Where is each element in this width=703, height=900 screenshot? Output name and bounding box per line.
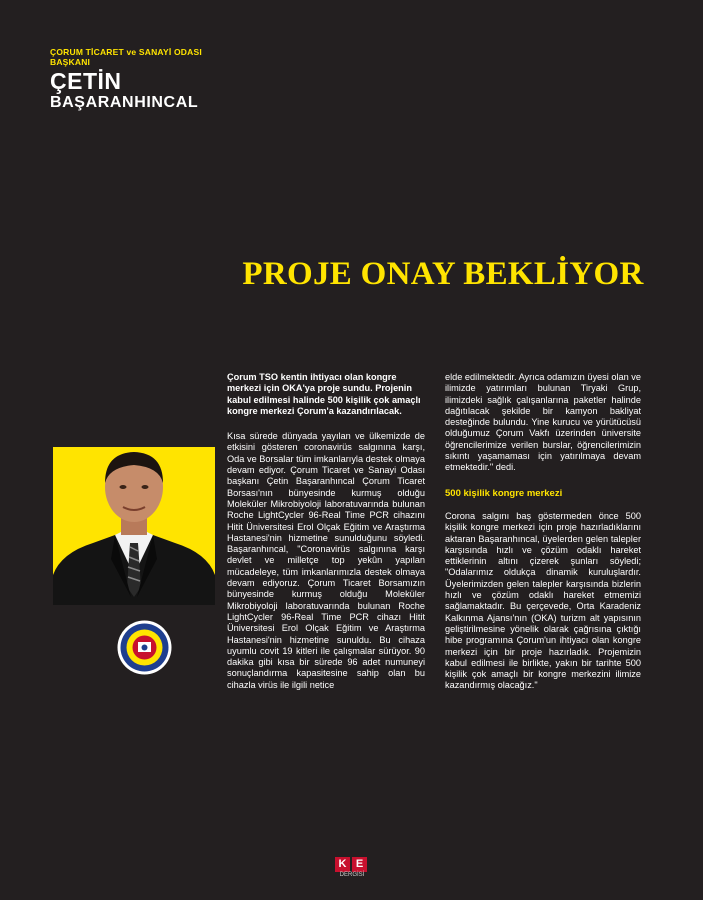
organization-name: ÇORUM TİCARET ve SANAYİ ODASI <box>50 47 202 57</box>
badge-text: DERGİSİ <box>339 872 365 878</box>
chamber-logo <box>117 620 172 675</box>
badge-letter: K <box>335 857 350 872</box>
article-lead: Çorum TSO kentin ihtiyacı olan kongre merkezi için OKA'ya proje sundu. Projenin kabul edilmesi halinde 500 kişilik çok amaçlı kongre merkezi Çorum'a kazandırılacak. <box>227 372 421 416</box>
article-header <box>50 47 202 113</box>
person-first-name: ÇETİN <box>50 68 122 94</box>
article-column-1 <box>227 372 425 691</box>
headline: PROJE ONAY BEKLİYOR <box>242 256 644 292</box>
article-paragraph: Kısa sürede dünyada yayılan ve ülkemizde de etkisini gösteren coronavirüs salgınına karşı, Oda ve Borsalar tüm imkanlarıyla destek olmaya devam ediyor. Çorum Ticaret ve Sanayi Odası başkanı Çetin Başaranhıncal Çorum Ticaret Borsası'nın bünyesinde kurmuş olduğu Moleküler Mikrobiyoloji laboratuvarında bulunan Roche LightCycler 96-Real Time PCR cihazını Hitit Üniversitesi Erol Olçak Eğitim ve Araştırma Hastanesi'nin hizmetine sunulduğunu söyledi. Başaranhıncal, "Coronavirüs salgınına karşı devlet ve milletçe top yekûn yapılan mücadeleye, tüm imkanlarımızla destek olmaya devam ediyoruz. Çorum Ticaret Borsamızın bünyesinde kurmuş olduğu Moleküler Mikrobiyoloji laboratuvarında bulunan Roche LightCycler 96-Real Time PCR cihazı Hitit Üniversitesi Erol Olçak Eğitim ve Araştırma Hastanesi'nin hizmetine sunuldu. Bu cihaza uyumlu covit 19 kitleri ile çalışmalar sürüyor. 90 dakika gibi kısa bir sürede 96 adet numuneyi sonuçlandırma kapasitesine sahip olan bu cihazla virüs ile ilgili netice <box>227 431 425 690</box>
article-paragraph: elde edilmektedir. Ayrıca odamızın üyesi olan ve ilimizde yatırımları bulunan Tiryaki Grup, ilimizdeki sağlık çalışanlarına paketler halinde dağıtılacak şekilde bir kamyon bakliyat desteğinde bulundu. Yine kurucu ve yürütücüsü olduğumuz Çorum Vakfı üzerinden üniversite öğrencilerimize verilen burslar, öğrencilerimizin sıkıntı yaşamaması için yatırılmaya devam etmektedir." dedi. <box>445 372 641 473</box>
article-paragraph: Corona salgını baş göstermeden önce 500 kişilik kongre merkezi için proje hazırladıklarını aktaran Başaranhıncal, üyelerden gelen talepler karşısında hızlı ve çözüm odaklı hareket ettiklerinin altını çizerek şunları söyledi; "Odalarımız oldukça dinamik kuruluşlardır. Üyelerimizden gelen talepler karşısında bizlerin hızlı ve çözüm odaklı hareket etmemizi sağlamaktadır. Bu çerçevede, Orta Karadeniz Kalkınma Ajansı'nın (OKA) turizm alt yapısının geliştirilmesine yönelik olarak çağrısına çıktığı hibe programına Çorum'un ihtiyacı olan kongre merkezi için bir proje hazırladık. Projemizin kabul edilmesi ile birlikte, yakın bir tarihte 500 kişilik çok amaçlı bir kongre merkezini ilimize kazandırmış olacağız." <box>445 510 641 691</box>
portrait-photo <box>53 447 215 605</box>
role-title: BAŞKANI <box>50 57 91 67</box>
person-last-name: BAŞARANHINCAL <box>50 94 199 111</box>
article-column-2 <box>445 372 641 692</box>
magazine-badge <box>335 857 369 878</box>
badge-letter: E <box>352 857 367 872</box>
article-subheading: 500 kişilik kongre merkezi <box>445 487 563 499</box>
